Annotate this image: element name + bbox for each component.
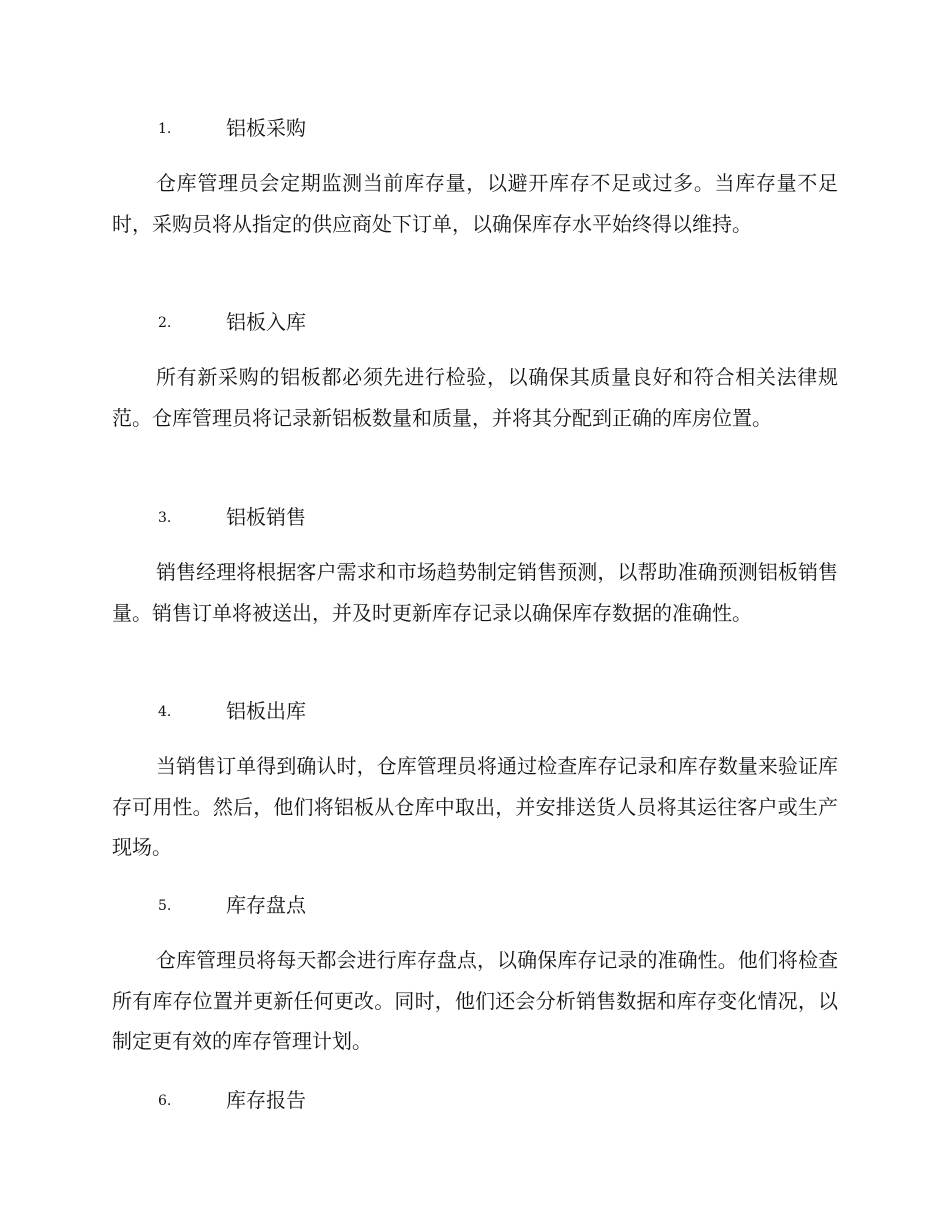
section-body-2: 所有新采购的铝板都必须先进行检验，以确保其质量良好和符合相关法律规范。仓库管理员将记录新铝板数量和质量，并将其分配到正确的库房位置。: [112, 365, 838, 430]
section-title: 铝板采购: [226, 116, 306, 140]
section-title: 铝板出库: [226, 699, 306, 723]
section-heading-6: [0, 1086, 950, 1116]
section-heading-4: [0, 697, 950, 727]
section-body-3: 销售经理将根据客户需求和市场趋势制定销售预测，以帮助准确预测铝板销售量。销售订单将被送出，并及时更新库存记录以确保库存数据的准确性。: [112, 560, 838, 625]
section-number: 1.: [158, 121, 172, 137]
section-title: 库存报告: [226, 1088, 306, 1112]
section-heading-1: [0, 114, 950, 144]
section-number: 2.: [158, 315, 172, 331]
section-number: 6.: [158, 1093, 172, 1109]
section-heading-5: [0, 891, 950, 921]
section-body-4: 当销售订单得到确认时，仓库管理员将通过检查库存记录和库存数量来验证库存可用性。然后，他们将铝板从仓库中取出，并安排送货人员将其运往客户或生产现场。: [112, 754, 838, 859]
section-body-5: 仓库管理员将每天都会进行库存盘点，以确保库存记录的准确性。他们将检查所有库存位置并更新任何更改。同时，他们还会分析销售数据和库存变化情况，以制定更有效的库存管理计划。: [112, 948, 838, 1053]
section-heading-3: [0, 503, 950, 533]
section-title: 铝板销售: [226, 505, 306, 529]
section-title: 铝板入库: [226, 310, 306, 334]
section-heading-2: [0, 308, 950, 338]
section-body-1: 仓库管理员会定期监测当前库存量，以避开库存不足或过多。当库存量不足时，采购员将从指定的供应商处下订单，以确保库存水平始终得以维持。: [112, 171, 838, 236]
section-title: 库存盘点: [226, 893, 306, 917]
section-number: 4.: [158, 704, 172, 720]
section-number: 5.: [158, 898, 172, 914]
section-number: 3.: [158, 510, 172, 526]
